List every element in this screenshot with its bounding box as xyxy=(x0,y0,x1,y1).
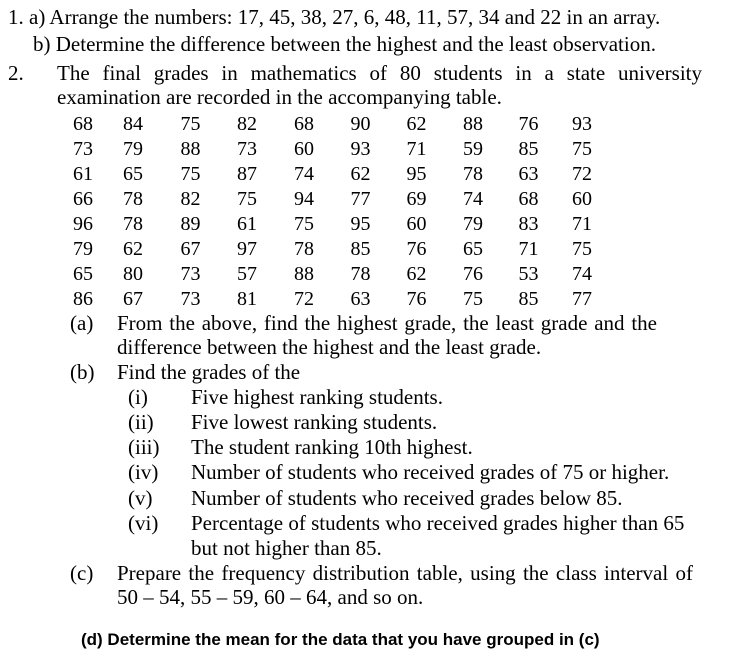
grade-cell: 88 xyxy=(294,263,314,285)
grade-cell: 76 xyxy=(406,288,427,310)
grade-cell: 76 xyxy=(406,238,427,260)
grade-cell: 68 xyxy=(518,188,539,210)
part-a-line2: difference between the highest and the least grade. xyxy=(117,335,542,359)
grade-cell: 93 xyxy=(350,138,371,160)
part-b-item-label: (i) xyxy=(128,385,148,409)
grade-cell: 94 xyxy=(294,188,314,210)
grade-cell: 63 xyxy=(350,288,371,310)
grade-cell: 71 xyxy=(572,213,592,235)
part-b-item-label: (v) xyxy=(128,486,153,510)
grade-cell: 85 xyxy=(518,138,539,160)
grade-cell: 65 xyxy=(73,263,93,285)
part-b-item-label: (iv) xyxy=(128,460,159,484)
grade-cell: 76 xyxy=(463,263,483,285)
grade-cell: 69 xyxy=(406,188,427,210)
grade-cell: 89 xyxy=(180,213,201,235)
grade-cell: 75 xyxy=(463,288,483,310)
grade-cell: 95 xyxy=(406,163,427,185)
grade-cell: 57 xyxy=(237,263,257,285)
grade-cell: 73 xyxy=(180,263,201,285)
grade-cell: 79 xyxy=(123,138,143,160)
grade-cell: 82 xyxy=(237,113,257,135)
part-d-text: (d) Determine the mean for the data that you have grouped in (c) xyxy=(81,630,600,649)
part-b-vi-continuation: but not higher than 85. xyxy=(191,536,382,560)
grade-cell: 62 xyxy=(350,163,371,185)
grade-cell: 96 xyxy=(73,213,93,235)
grade-cell: 68 xyxy=(294,113,314,135)
grade-cell: 60 xyxy=(572,188,592,210)
grade-cell: 75 xyxy=(294,213,314,235)
grade-cell: 80 xyxy=(123,263,143,285)
part-b-item-label: (ii) xyxy=(128,410,154,434)
grade-cell: 75 xyxy=(180,113,201,135)
grade-cell: 71 xyxy=(518,238,539,260)
grade-cell: 65 xyxy=(123,163,143,185)
part-c-line2: 50 – 54, 55 – 59, 60 – 64, and so on. xyxy=(117,585,424,609)
grade-cell: 73 xyxy=(237,138,257,160)
grade-cell: 85 xyxy=(350,238,371,260)
grades-row xyxy=(62,162,608,187)
question-1b: b) Determine the difference between the highest and the least observation. xyxy=(33,32,656,56)
question-2-line1: The final grades in mathematics of 80 students in a state university xyxy=(57,61,702,85)
part-b-item-text: Five lowest ranking students. xyxy=(191,410,438,434)
grade-cell: 79 xyxy=(463,213,483,235)
grades-row xyxy=(62,237,608,262)
grade-cell: 62 xyxy=(123,238,143,260)
grades-row xyxy=(62,112,608,137)
grade-cell: 62 xyxy=(406,263,427,285)
grade-cell: 65 xyxy=(463,238,483,260)
grade-cell: 88 xyxy=(463,113,483,135)
part-b-item-text: Percentage of students who received grades higher than 65 xyxy=(191,511,685,535)
part-c-label: (c) xyxy=(70,561,94,585)
grades-row xyxy=(62,137,608,162)
grades-row xyxy=(62,212,608,237)
part-b-item-text: Number of students who received grades below 85. xyxy=(191,486,623,510)
part-b-label: (b) xyxy=(70,360,95,384)
grade-cell: 75 xyxy=(572,138,592,160)
grade-cell: 73 xyxy=(180,288,201,310)
grade-cell: 61 xyxy=(237,213,257,235)
grade-cell: 78 xyxy=(294,238,314,260)
grade-cell: 67 xyxy=(180,238,201,260)
grade-cell: 95 xyxy=(350,213,371,235)
grade-cell: 86 xyxy=(73,288,93,310)
part-b-item-label: (vi) xyxy=(128,511,159,535)
grade-cell: 62 xyxy=(406,113,427,135)
grade-cell: 78 xyxy=(350,263,371,285)
grade-cell: 85 xyxy=(518,288,539,310)
grade-cell: 67 xyxy=(123,288,143,310)
grade-cell: 59 xyxy=(463,138,483,160)
grade-cell: 78 xyxy=(463,163,483,185)
grade-cell: 68 xyxy=(73,113,93,135)
grade-cell: 82 xyxy=(180,188,201,210)
grade-cell: 60 xyxy=(406,213,427,235)
part-c-line1: Prepare the frequency distribution table, using the class interval of xyxy=(117,561,693,585)
grade-cell: 93 xyxy=(572,113,592,135)
grade-cell: 77 xyxy=(572,288,592,310)
grade-cell: 88 xyxy=(180,138,201,160)
grades-row xyxy=(62,262,608,287)
grade-cell: 77 xyxy=(350,188,371,210)
part-b-item-text: Number of students who received grades of 75 or higher. xyxy=(191,460,670,484)
grade-cell: 61 xyxy=(73,163,93,185)
grades-row xyxy=(62,187,608,212)
grade-cell: 75 xyxy=(572,238,592,260)
grade-cell: 78 xyxy=(123,188,143,210)
grade-cell: 83 xyxy=(518,213,539,235)
grade-cell: 73 xyxy=(73,138,93,160)
grade-cell: 97 xyxy=(237,238,257,260)
part-b-item-text: Five highest ranking students. xyxy=(191,385,443,409)
grades-row xyxy=(62,287,608,312)
grades-table xyxy=(62,112,608,312)
grade-cell: 78 xyxy=(123,213,143,235)
grade-cell: 71 xyxy=(406,138,427,160)
question-2-number: 2. xyxy=(8,61,24,85)
grade-cell: 72 xyxy=(572,163,592,185)
part-a-line1: From the above, find the highest grade, the least grade and the xyxy=(117,311,657,335)
question-2-line2: examination are recorded in the accompanying table. xyxy=(57,85,502,109)
part-a-label: (a) xyxy=(70,311,94,335)
grade-cell: 66 xyxy=(73,188,93,210)
grade-cell: 84 xyxy=(123,113,143,135)
grade-cell: 53 xyxy=(518,263,539,285)
grade-cell: 81 xyxy=(237,288,257,310)
grade-cell: 63 xyxy=(518,163,539,185)
grade-cell: 90 xyxy=(350,113,371,135)
grade-cell: 76 xyxy=(518,113,539,135)
grade-cell: 75 xyxy=(180,163,201,185)
grade-cell: 72 xyxy=(294,288,314,310)
part-b-item-text: The student ranking 10th highest. xyxy=(191,435,473,459)
grade-cell: 74 xyxy=(572,263,592,285)
grade-cell: 60 xyxy=(294,138,314,160)
grade-cell: 79 xyxy=(73,238,93,260)
part-b-text: Find the grades of the xyxy=(117,360,301,384)
grade-cell: 87 xyxy=(237,163,257,185)
question-1a: 1. a) Arrange the numbers: 17, 45, 38, 27, 6, 48, 11, 57, 34 and 22 in an array. xyxy=(8,5,661,29)
grade-cell: 74 xyxy=(294,163,314,185)
part-b-item-label: (iii) xyxy=(128,435,160,459)
grade-cell: 75 xyxy=(237,188,257,210)
grade-cell: 74 xyxy=(463,188,483,210)
